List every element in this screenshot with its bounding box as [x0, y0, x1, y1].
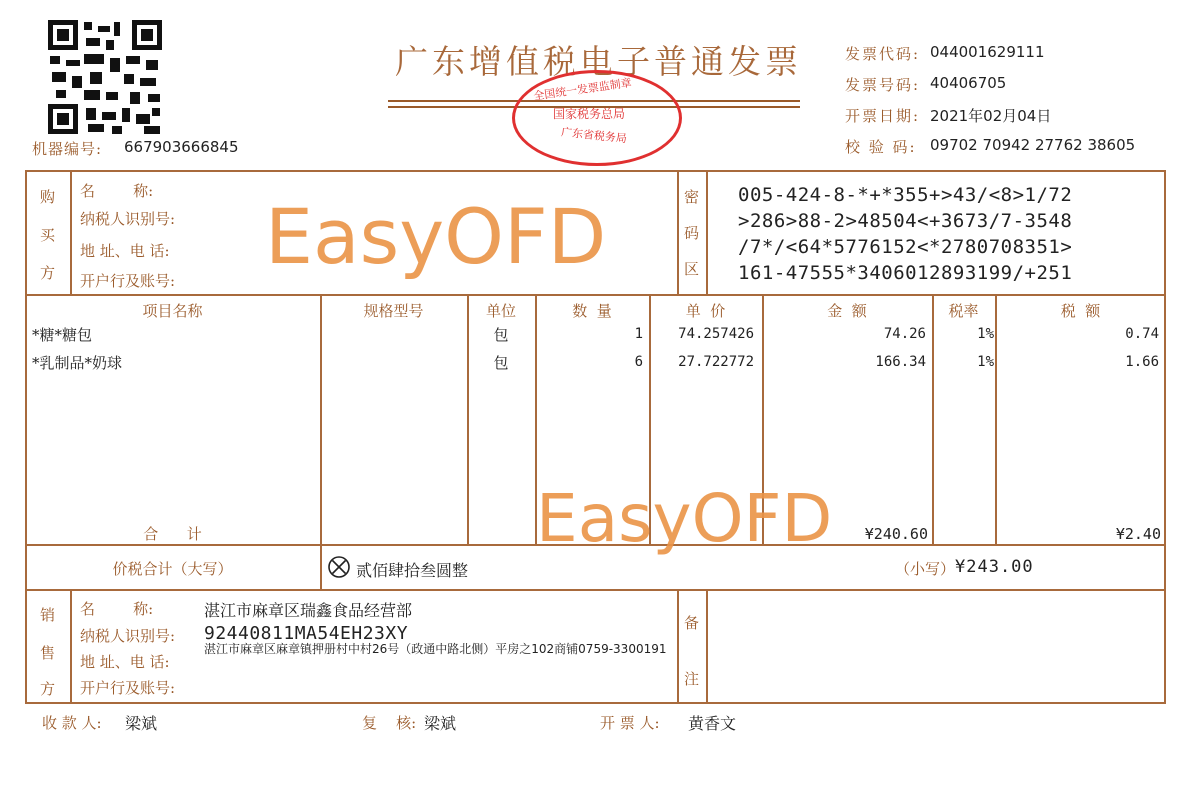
- item-amount: 166.34: [875, 354, 926, 370]
- cipher-side-label-3: 区: [684, 260, 700, 278]
- reviewer-label: 复 核:: [362, 714, 417, 732]
- total-tax: ¥2.40: [1115, 525, 1161, 543]
- col-header-amount: 金 额: [827, 302, 867, 320]
- col-header-rate: 税率: [948, 302, 979, 320]
- cipher-line-4: 161-47555*3406012893199/+251: [738, 262, 1073, 284]
- col-header-unit: 单位: [485, 302, 516, 320]
- col-header-qty: 数 量: [572, 302, 612, 320]
- buyer-side-label-3: 方: [40, 264, 56, 282]
- payee: 梁斌: [125, 714, 158, 733]
- buyer-side-label-2: 买: [40, 226, 56, 244]
- invoice-code: 044001629111: [930, 43, 1045, 61]
- buyer-name-label: 名 称:: [80, 182, 154, 200]
- col-header-tax: 税 额: [1060, 302, 1101, 320]
- invoice-no: 40406705: [930, 74, 1007, 92]
- grand-total-label: 价税合计（大写）: [112, 560, 233, 578]
- cipher-line-3: /7*/<64*5776152<*2780708351>: [738, 236, 1073, 258]
- item-tax: 1.66: [1125, 354, 1159, 370]
- seller-tax-id-label: 纳税人识别号:: [80, 627, 176, 645]
- seller-address: 湛江市麻章区麻章镇押册村中村26号（政通中路北侧）平房之102商铺0759-3300191: [204, 642, 667, 656]
- item-unit: 包: [493, 354, 509, 372]
- item-price: 27.722772: [678, 354, 754, 370]
- col-header-price: 单 价: [685, 302, 726, 320]
- total-amount: ¥240.60: [864, 525, 928, 543]
- cipher-line-1: 005-424-8-*+*355+>43/<8>1/72: [738, 184, 1073, 206]
- item-tax: 0.74: [1125, 326, 1159, 342]
- item-rate: 1%: [977, 326, 994, 342]
- total-label: 合 计: [143, 525, 202, 543]
- check-code: 09702 70942 27762 38605: [930, 136, 1136, 154]
- grand-total-words: 贰佰肆拾叁圆整: [356, 561, 469, 580]
- buyer-address-label: 地 址、电 话:: [80, 242, 170, 260]
- col-header-spec: 规格型号: [363, 302, 424, 320]
- tax-seal: [512, 70, 682, 166]
- seal-middle-text: 国家税务总局: [553, 107, 626, 121]
- drawer: 黄香文: [688, 714, 737, 733]
- cipher-side-label-2: 码: [684, 224, 700, 242]
- grand-total-small-label: （小写）: [895, 560, 956, 578]
- item-name: *糖*糖包: [32, 326, 93, 344]
- seller-name: 湛江市麻章区瑞鑫食品经营部: [204, 601, 413, 620]
- buyer-bank-label: 开户行及账号:: [80, 272, 176, 290]
- qr-code: [48, 20, 162, 134]
- invoice-date: 2021年02月04日: [930, 107, 1052, 125]
- item-price: 74.257426: [678, 326, 754, 342]
- cross-circle-icon: [328, 556, 350, 578]
- buyer-tax-id-label: 纳税人识别号:: [80, 210, 176, 228]
- payee-label: 收 款 人:: [42, 714, 102, 732]
- seller-side-label-2: 售: [40, 644, 56, 662]
- invoice-no-label: 发票号码:: [845, 76, 921, 94]
- machine-no: 667903666845: [124, 138, 239, 156]
- seller-bank-label: 开户行及账号:: [80, 679, 176, 697]
- watermark-bottom: EasyOFD: [536, 480, 833, 557]
- seller-address-label: 地 址、电 话:: [80, 653, 170, 671]
- seal-top-text: 全国统一发票监制章: [532, 76, 633, 103]
- seller-name-label: 名 称:: [80, 600, 154, 618]
- item-name: *乳制品*奶球: [32, 354, 123, 372]
- item-qty: 6: [634, 354, 643, 370]
- remark-side-label-2: 注: [684, 670, 700, 688]
- remark-side-label-1: 备: [684, 614, 700, 632]
- drawer-label: 开 票 人:: [600, 714, 660, 732]
- grand-total-small-value: ¥243.00: [955, 557, 1034, 577]
- machine-no-label: 机器编号:: [32, 140, 103, 158]
- watermark-top: EasyOFD: [265, 192, 607, 281]
- seal-bottom-text: 广东省税务局: [560, 125, 628, 146]
- cipher-side-label-1: 密: [684, 188, 700, 206]
- seller-tax-id: 92440811MA54EH23XY: [204, 623, 409, 644]
- invoice-title: 广东增值税电子普通发票: [395, 42, 802, 81]
- item-amount: 74.26: [883, 326, 926, 342]
- item-unit: 包: [493, 326, 509, 344]
- check-code-label: 校 验 码:: [845, 138, 917, 156]
- reviewer: 梁斌: [424, 714, 457, 733]
- seller-side-label-1: 销: [40, 606, 56, 624]
- buyer-side-label-1: 购: [40, 188, 56, 206]
- item-qty: 1: [634, 326, 643, 342]
- col-header-name: 项目名称: [142, 302, 203, 320]
- item-rate: 1%: [977, 354, 994, 370]
- invoice-code-label: 发票代码:: [845, 45, 921, 63]
- cipher-line-2: >286>88-2>48504<+3673/7-3548: [738, 210, 1073, 232]
- seller-side-label-3: 方: [40, 680, 56, 698]
- date-label: 开票日期:: [845, 107, 921, 125]
